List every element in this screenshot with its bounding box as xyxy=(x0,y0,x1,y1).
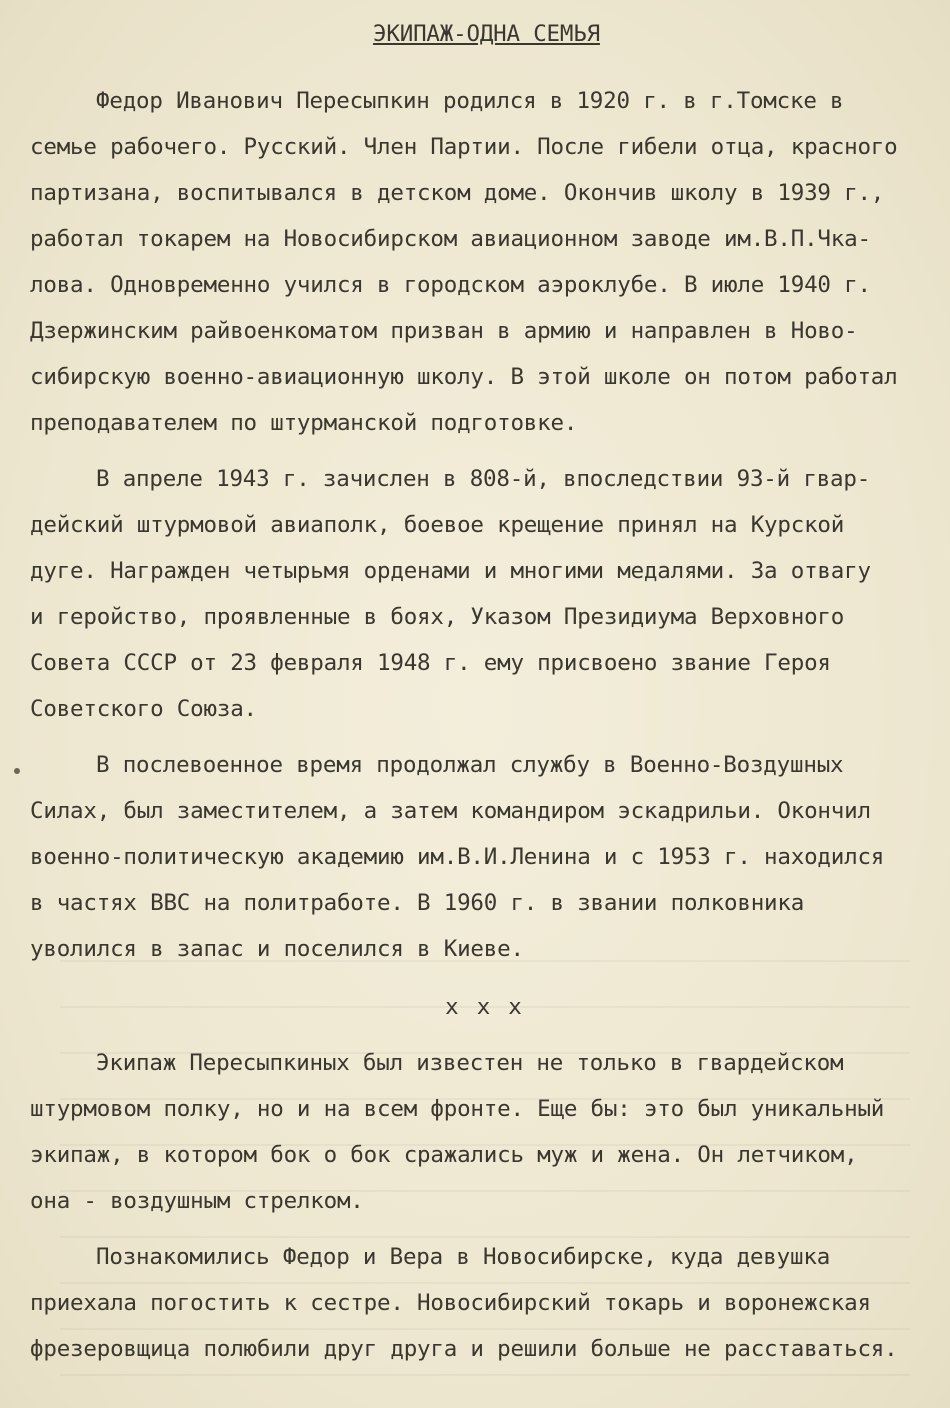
text-line: Советского Союза. xyxy=(30,696,257,722)
text-line: Познакомились Федор и Вера в Новосибирске, куда девушка xyxy=(96,1244,831,1270)
paragraph-3 xyxy=(30,742,935,972)
text-line: фрезеровщица полюбили друг друга и решили больше не расставаться. xyxy=(30,1336,898,1362)
text-line: и геройство, проявленные в боях, Указом Президиума Верховного xyxy=(30,604,845,630)
text-line: штурмовом полку, но и на всем фронте. Еще бы: это был уникальный xyxy=(30,1096,885,1122)
text-line: лова. Одновременно учился в городском аэроклубе. В июле 1940 г. xyxy=(30,272,871,298)
text-line: в частях ВВС на политработе. В 1960 г. в звании полковника xyxy=(30,890,805,916)
text-line: преподавателем по штурманской подготовке. xyxy=(30,410,578,436)
typewritten-sheet xyxy=(30,18,935,1382)
text-line: В апреле 1943 г. зачислен в 808-й, впоследствии 93-й гвар- xyxy=(96,466,871,492)
text-line: военно-политическую академию им.В.И.Ленина и с 1953 г. находился xyxy=(30,844,885,870)
text-line: работал токарем на Новосибирском авиационном заводе им.В.П.Чка- xyxy=(30,226,871,252)
text-line: она - воздушным стрелком. xyxy=(30,1188,364,1214)
text-line: Федор Иванович Пересыпкин родился в 1920 г. в г.Томске в xyxy=(96,88,844,114)
text-line: приехала погостить к сестре. Новосибирский токарь и воронежская xyxy=(30,1290,871,1316)
text-line: Экипаж Пересыпкиных был известен не только в гвардейском xyxy=(96,1050,844,1076)
text-line: дуге. Награжден четырьмя орденами и многими медалями. За отвагу xyxy=(30,558,871,584)
paragraph-1 xyxy=(30,78,935,446)
text-line: семье рабочего. Русский. Член Партии. После гибели отца, красного xyxy=(30,134,898,160)
document-title: ЭКИПАЖ-ОДНА СЕМЬЯ xyxy=(373,21,600,47)
text-line: партизана, воспитывался в детском доме. Окончив школу в 1939 г., xyxy=(30,180,885,206)
text-line: дейский штурмовой авиаполк, боевое крещение принял на Курской xyxy=(30,512,845,538)
text-line: экипаж, в котором бок о бок сражались муж и жена. Он летчиком, xyxy=(30,1142,858,1168)
section-separator: ххх xyxy=(445,994,540,1020)
text-line: Дзержинским райвоенкоматом призван в армию и направлен в Ново- xyxy=(30,318,858,344)
paragraph-2 xyxy=(30,456,935,732)
text-line: Силах, был заместителем, а затем командиром эскадрильи. Окончил xyxy=(30,798,871,824)
paragraph-5 xyxy=(30,1234,935,1372)
text-line: Совета СССР от 23 февраля 1948 г. ему присвоено звание Героя xyxy=(30,650,831,676)
text-line: уволился в запас и поселился в Киеве. xyxy=(30,936,524,962)
text-line: В послевоенное время продолжал службу в Военно-Воздушных xyxy=(96,752,844,778)
margin-mark xyxy=(14,768,20,774)
text-line: сибирскую военно-авиационную школу. В этой школе он потом работал xyxy=(30,364,898,390)
paragraph-4 xyxy=(30,1040,935,1224)
